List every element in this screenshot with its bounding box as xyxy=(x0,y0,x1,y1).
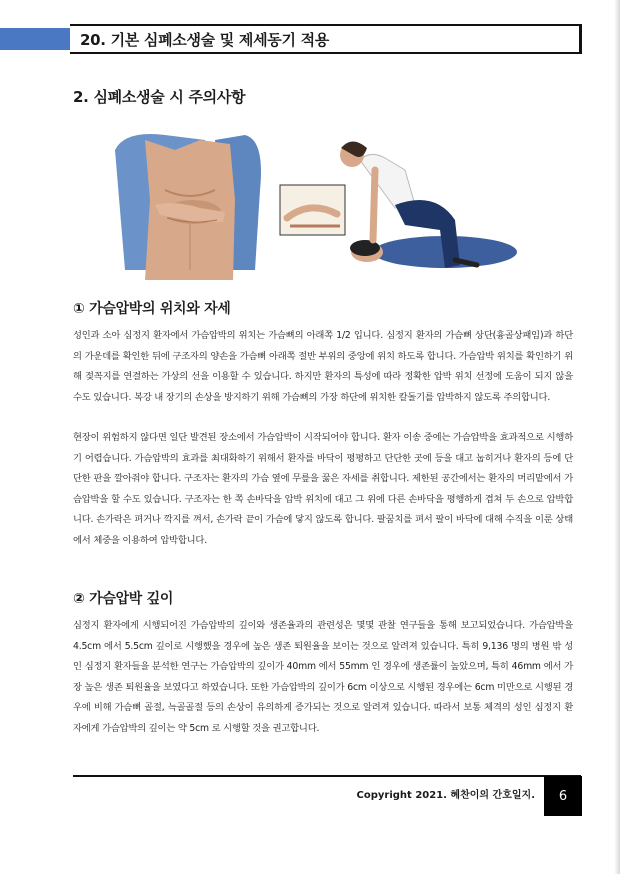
paragraph-position-1: 성인과 소아 심정지 환자에서 가슴압박의 위치는 가슴뼈의 아래쪽 1/2 입니다. 심정지 환자의 가슴뼈 상단(흉골상패임)과 하단의 가운데를 확인한 뒤에 구조자의 양손을 가슴뼈 아래쪽 절반 부위의 중앙에 위치 하도록 합니다. 가슴압박 위치를 확인하기 위해 젖꼭지를 연결하는 가상의 선을 이용할 수 있습니다. 하지만 환자의 특성에 따라 정확한 압박 위치 선정에 도움이 되지 않을 수도 있습니다. 복강 내 장기의 손상을 방지하기 위해 가슴뼈의 가장 하단에 위치한 칼돌기를 압박하지 않도록 주의합니다. xyxy=(73,330,573,403)
paragraph-depth-1: 심정지 환자에게 시행되어진 가슴압박의 깊이와 생존율과의 관련성은 몇몇 관찰 연구들을 통해 보고되었습니다. 가슴압박을 4.5cm 에서 5.5cm 깊이로 시행했을 경우에 높은 생존 퇴원율을 보이는 것으로 알려져 있습니다. 특히 9,136 명의 병원 밖 성인 심정지 환자들을 분석한 연구는 가슴압박의 깊이가 40mm 에서 55mm 인 경우에 생존률이 높았으며, 특히 46mm 에서 가장 높은 생존 퇴원율을 보였다고 하였습니다. 또한 가슴압박의 깊이가 6cm 이상으로 시행된 경우에는 6cm 미만으로 시행된 경우에 비해 가슴뼈 골절, 늑골골절 등의 손상이 유의하게 증가되는 것으로 알려져 있습니다. 따라서 보통 체격의 성인 심정지 환자에게 가슴압박의 깊이는 약 5cm 로 시행할 것을 권고합니다. xyxy=(73,620,573,734)
hand-position-inset xyxy=(280,185,345,235)
header-accent-bar xyxy=(0,28,70,50)
subsection-heading-position: ① 가슴압박의 위치와 자세 xyxy=(73,301,231,317)
cpr-illustration xyxy=(105,130,525,280)
page-number: 6 xyxy=(544,776,582,816)
section-title: 2. 심폐소생술 시 주의사항 xyxy=(73,88,246,106)
subsection-heading-depth: ② 가슴압박 깊이 xyxy=(73,591,174,607)
paragraph-position-2: 현장이 위험하지 않다면 일단 발견된 장소에서 가슴압박이 시작되어야 합니다. 환자 이송 중에는 가슴압박을 효과적으로 시행하기 어렵습니다. 가슴압박의 효과를 최대화하기 위해서 환자를 바닥이 평평하고 단단한 곳에 등을 대고 눕히거나 환자의 등에 단단한 판을 깔아줘야 합니다. 구조자는 환자의 가슴 옆에 무릎을 꿇은 자세를 취합니다. 제한된 공간에서는 환자의 머리맡에서 가슴압박을 할 수도 있습니다. 구조자는 한 쪽 손바닥을 압박 위치에 대고 그 위에 다른 손바닥을 평행하게 겹쳐 두 손으로 압박합니다. 손가락은 펴거나 깍지를 껴서, 손가락 끝이 가슴에 닿지 않도록 합니다. 팔꿈치를 펴서 팔이 바닥에 대해 수직을 이룬 상태에서 체중을 이용하여 압박합니다. xyxy=(73,432,573,546)
rescuer-performing-cpr xyxy=(340,142,517,269)
chest-hands-image xyxy=(115,134,261,280)
footer-divider xyxy=(73,775,581,777)
chapter-title: 20. 기본 심폐소생술 및 제세동기 적용 xyxy=(80,31,329,49)
footer-copyright: Copyright 2021. 혜찬이의 간호일지. xyxy=(356,790,535,801)
page-edge-shadow xyxy=(614,0,620,874)
